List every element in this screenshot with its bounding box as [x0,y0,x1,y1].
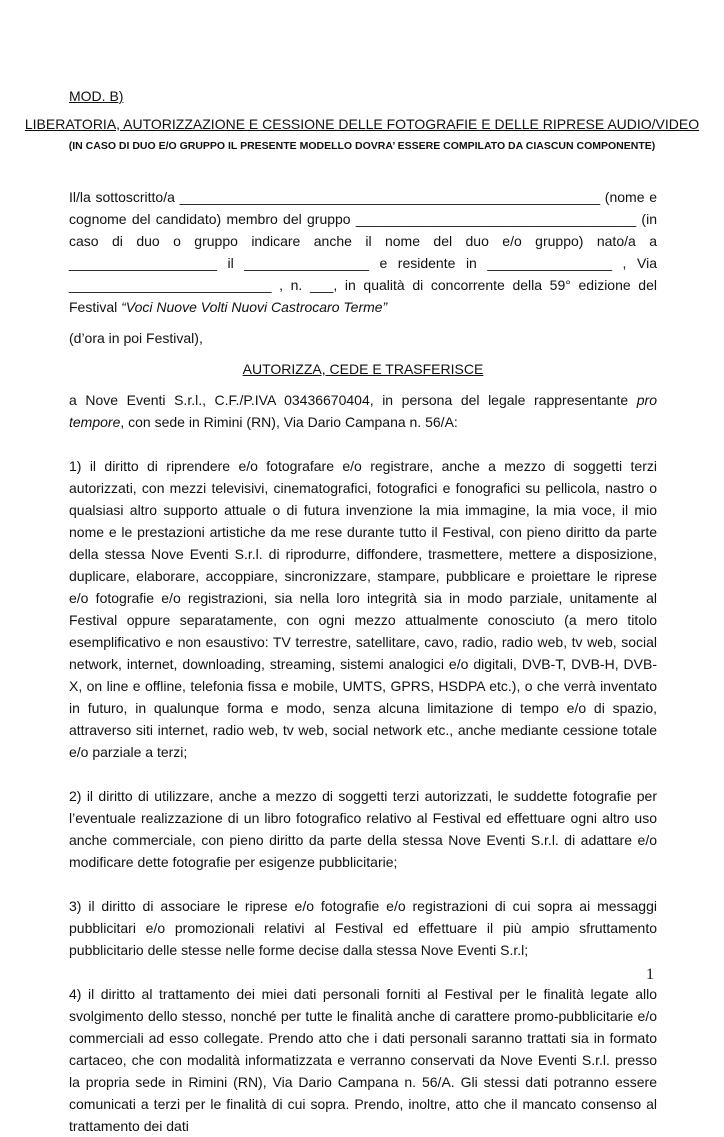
clause-1: 1) il diritto di riprendere e/o fotografare e/o registrare, anche a mezzo di soggetti terzi autorizzati, con mezzi televisivi, cinematografici, fotografici e fonografici su pellicola, nastro o qualsiasi altro supporto attuale o di futura invenzione la mia immagine, la mia voce, il mio nome e le prestazioni artistiche da me rese durante tutto il Festival, con pieno diritto da parte della stessa Nove Eventi S.r.l. di riprodurre, diffondere, trasmettere, mettere a disposizione, duplicare, elaborare, accoppiare, sincronizzare, stampare, pubblicare e proiettare le riprese e/o fotografie e/o registrazioni, sia nella loro integrità sia in modo parziale, unitamente al Festival oppure separatamente, con ogni mezzo attualmente conosciuto (a mero titolo esemplificativo e non esaustivo: TV terrestre, satellitare, cavo, radio, radio web, tv web, social network, internet, downloading, streaming, sistemi analogici e/o digitali, DVB-T, DVB-H, DVB-X, on line e offline, telefonia fissa e mobile, UMTS, GPRS, HSDPA etc.), o che verrà inventato in futuro, in qualunque forma e modo, senza alcuna limitazione di tempo e/o di spazio, attraverso siti internet, radio web, tv web, social network etc., anche mediante cessione totale e/o parziale a terzi; [69,458,657,760]
document-subtitle: (IN CASO DI DUO E/O GRUPPO IL PRESENTE MODELLO DOVRA’ ESSERE COMPILATO DA CIASCUN COMPONENTE) [68,140,656,152]
clause-2: 2) il diritto di utilizzare, anche a mezzo di soggetti terzi autorizzati, le suddette fotografie per l’eventuale realizzazione di un libro fotografico relativo al Festival ed effettuare ogni altro uso anche commerciale, con pieno diritto da parte della stessa Nove Eventi S.r.l. di adattare e/o modificare dette fotografie per esigenze pubblicitarie; [69,788,657,870]
page-number: 1 [646,966,654,983]
section-heading: AUTORIZZA, CEDE E TRASFERISCE [242,361,484,377]
pro-tempore-text: pro tempore [69,392,657,430]
clause-3: 3) il diritto di associare le riprese e/o fotografie e/o registrazioni di cui sopra ai messaggi pubblicitari e/o promozionali relativi al Festival ed effettuare il più ampio sfruttamento pubblicitario delle stesse nelle forme decise dalla stessa Nove Eventi S.r.l; [69,898,657,958]
declaration-paragraph [69,186,657,318]
grantee-paragraph [69,389,657,433]
document-body [69,186,657,1137]
grantee-address: , con sede in Rimini (RN), Via Dario Campana n. 56/A: [120,414,458,430]
document-title: LIBERATORIA, AUTORIZZAZIONE E CESSIONE DELLE FOTOGRAFIE E DELLE RIPRESE AUDIO/VIDEO [24,116,700,132]
clause-4: 4) il diritto al trattamento dei miei dati personali forniti al Festival per le finalità legate allo svolgimento dello stesso, nonché per tutte le finalità anche di carattere promo-pubblicitarie e/o commerciali ad esso collegate. Prendo atto che i dati personali saranno trattati sia in formato cartaceo, che con modalità informatizzata e verranno conservati da Nove Eventi S.r.l. presso la propria sede in Rimini (RN), Via Dario Campana n. 56/A. Gli stessi dati potranno essere comunicati a terzi per le finalità di cui sopra. Prendo, inoltre, atto che il mancato consenso al trattamento dei dati [69,986,657,1134]
festival-name: “Voci Nuove Volti Nuovi Castrocaro Terme” [121,299,388,315]
module-label: MOD. B) [69,88,124,104]
festival-definition: (d’ora in poi Festival), [69,330,203,346]
grantee-text: a Nove Eventi S.r.l., C.F./P.IVA 03436670404, in persona del legale rappresentante [69,392,637,408]
declaration-text: Il/la sottoscritto/a ______________________________________________________ (nome e cognome del candidato) membro del gruppo ____________________________________ (in caso di duo o gruppo indicare anche il nome del duo e/o gruppo) nato/a a ___________________ il ________________ e residente in ________________ , Via __________________________ , n. ___, in qualità di concorrente della 59° edizione del Festival [69,189,657,315]
